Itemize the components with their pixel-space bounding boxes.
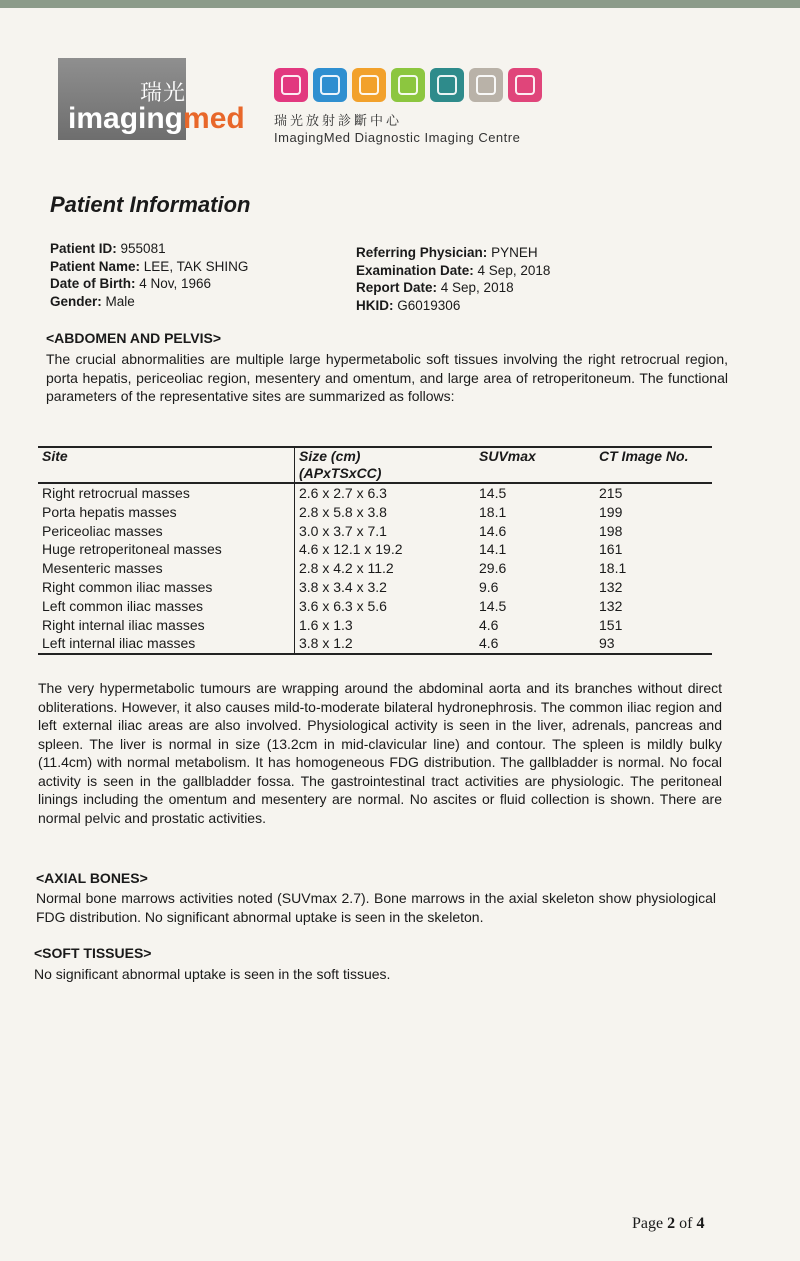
modality-tile-icon: [352, 68, 386, 102]
col-suvmax: SUVmax: [479, 448, 536, 464]
suvmax-cell: 18.1: [479, 503, 507, 520]
soft-tissues-findings: No significant abnormal uptake is seen in the soft tissues.: [34, 966, 391, 982]
col-ct-image: CT Image No.: [599, 448, 689, 464]
modality-icons: [274, 68, 542, 102]
modality-tile-icon: [391, 68, 425, 102]
table-row: [38, 503, 712, 522]
ct-image-cell: 132: [599, 597, 623, 614]
table-row: [38, 522, 712, 541]
site-cell: Huge retroperitoneal masses: [38, 540, 295, 559]
size-cell: 2.8 x 5.8 x 3.8: [299, 503, 387, 520]
suvmax-cell: 4.6: [479, 635, 499, 652]
ct-image-cell: 93: [599, 635, 615, 652]
modality-tile-icon: [469, 68, 503, 102]
suvmax-cell: 14.6: [479, 522, 507, 539]
gender: Male: [105, 293, 135, 309]
modality-tile-icon: [313, 68, 347, 102]
site-cell: Mesenteric masses: [38, 559, 295, 578]
page-title: Patient Information: [50, 192, 251, 217]
col-site: Site: [38, 447, 295, 483]
size-cell: 2.6 x 2.7 x 6.3: [299, 485, 387, 501]
table-row: [38, 540, 712, 559]
modality-tile-icon: [274, 68, 308, 102]
patient-name: LEE, TAK SHING: [143, 258, 249, 274]
suvmax-cell: 9.6: [479, 578, 499, 595]
table-row: [38, 483, 712, 503]
top-edge: [0, 0, 800, 8]
size-cell: 3.8 x 3.4 x 3.2: [299, 578, 387, 595]
size-cell: 3.6 x 6.3 x 5.6: [299, 597, 387, 614]
site-cell: Right internal iliac masses: [38, 616, 295, 635]
size-cell: 3.0 x 3.7 x 7.1: [299, 522, 387, 539]
ct-image-cell: 198: [599, 522, 623, 539]
site-cell: Left internal iliac masses: [38, 634, 295, 654]
site-cell: Right common iliac masses: [38, 578, 295, 597]
hkid: G6019306: [397, 297, 461, 313]
ct-image-cell: 18.1: [599, 560, 627, 577]
site-cell: Left common iliac masses: [38, 597, 295, 616]
centre-english-name: ImagingMed Diagnostic Imaging Centre: [274, 130, 521, 145]
abdomen-intro: The crucial abnormalities are multiple large hypermetabolic soft tissues involving the right retrocrual region, porta hepatis, periceoliac region, mesentery and omentum, and large area of retroperitoneum. The functional parameters of the representative sites are summarized as follows:: [46, 351, 728, 404]
col-size: Size (cm) (APxTSxCC): [299, 448, 382, 481]
table-row: [38, 559, 712, 578]
abdomen-findings: The very hypermetabolic tumours are wrapping around the abdominal aorta and its branches without direct obliterations. However, it also causes mild-to-moderate bilateral hydronephrosis. The common iliac region and left external iliac areas are also involved. Physiological activity is seen in the liver, adrenals, pancreas and spleen. The liver is normal in size (13.2cm in mid-clavicular line) and contour. The spleen is mildly bulky (11.4cm) with normal metabolism. It has homogeneous FDG distribution. The gallbladder is normal. No focal activity is seen in the gallbladder fossa. The gastrointestinal tract activities are physiologic. The peritoneal linings including the omentum and mesentery are normal. No ascites or fluid collection is shown. There are normal pelvic and prostatic activities.: [38, 680, 722, 826]
logo-chinese-name: 瑞光: [140, 81, 187, 106]
abdomen-heading: <ABDOMEN AND PELVIS>: [46, 330, 222, 346]
table-row: [38, 616, 712, 635]
soft-tissues-heading: <SOFT TISSUES>: [34, 945, 152, 961]
referring-physician: PYNEH: [491, 245, 538, 260]
axial-heading: <AXIAL BONES>: [36, 870, 148, 886]
ct-image-cell: 199: [599, 503, 623, 520]
suvmax-cell: 14.5: [479, 597, 507, 614]
patient-info-right: Referring Physician: PYNEH Examination Date: 4 Sep, 2018 Report Date: 4 Sep, 2018 HKID: G6019306: [356, 245, 551, 313]
sites-table: [38, 446, 712, 655]
suvmax-cell: 29.6: [479, 560, 507, 577]
site-cell: Porta hepatis masses: [38, 503, 295, 522]
suvmax-cell: 14.5: [479, 485, 507, 501]
modality-tile-icon: [430, 68, 464, 102]
imagingmed-logo: [58, 58, 245, 140]
size-cell: 3.8 x 1.2: [299, 635, 353, 652]
size-cell: 1.6 x 1.3: [299, 616, 353, 633]
examination-date: 4 Sep, 2018: [477, 262, 551, 278]
size-cell: 4.6 x 12.1 x 19.2: [299, 541, 403, 558]
site-cell: Periceoliac masses: [38, 522, 295, 541]
axial-findings: Normal bone marrows activities noted (SUVmax 2.7). Bone marrows in the axial skeleton show physiological FDG distribution. No significant abnormal uptake is seen in the skeleton.: [36, 890, 716, 925]
table-header-row: [38, 447, 712, 483]
table-row: [38, 578, 712, 597]
letterhead: [58, 58, 758, 148]
centre-chinese-name: 瑞光放射診斷中心: [274, 114, 403, 129]
logo-wordmark: imagingmed: [68, 102, 245, 135]
report-date: 4 Sep, 2018: [440, 280, 514, 295]
suvmax-cell: 14.1: [479, 541, 507, 558]
page-number: Page 2 of 4: [632, 1215, 705, 1232]
site-cell: Right retrocrual masses: [38, 483, 295, 503]
date-of-birth: 4 Nov, 1966: [139, 276, 212, 291]
size-cell: 2.8 x 4.2 x 11.2: [299, 560, 394, 577]
ct-image-cell: 132: [599, 578, 623, 595]
ct-image-cell: 215: [599, 485, 623, 501]
patient-info-left: Patient ID: 955081 Patient Name: LEE, TAK SHING Date of Birth: 4 Nov, 1966 Gender: Male: [50, 241, 249, 309]
modality-tile-icon: [508, 68, 542, 102]
ct-image-cell: 151: [599, 616, 623, 633]
ct-image-cell: 161: [599, 541, 623, 558]
table-row: [38, 634, 712, 654]
suvmax-cell: 4.6: [479, 616, 499, 633]
table-row: [38, 597, 712, 616]
patient-id: 955081: [120, 241, 166, 256]
